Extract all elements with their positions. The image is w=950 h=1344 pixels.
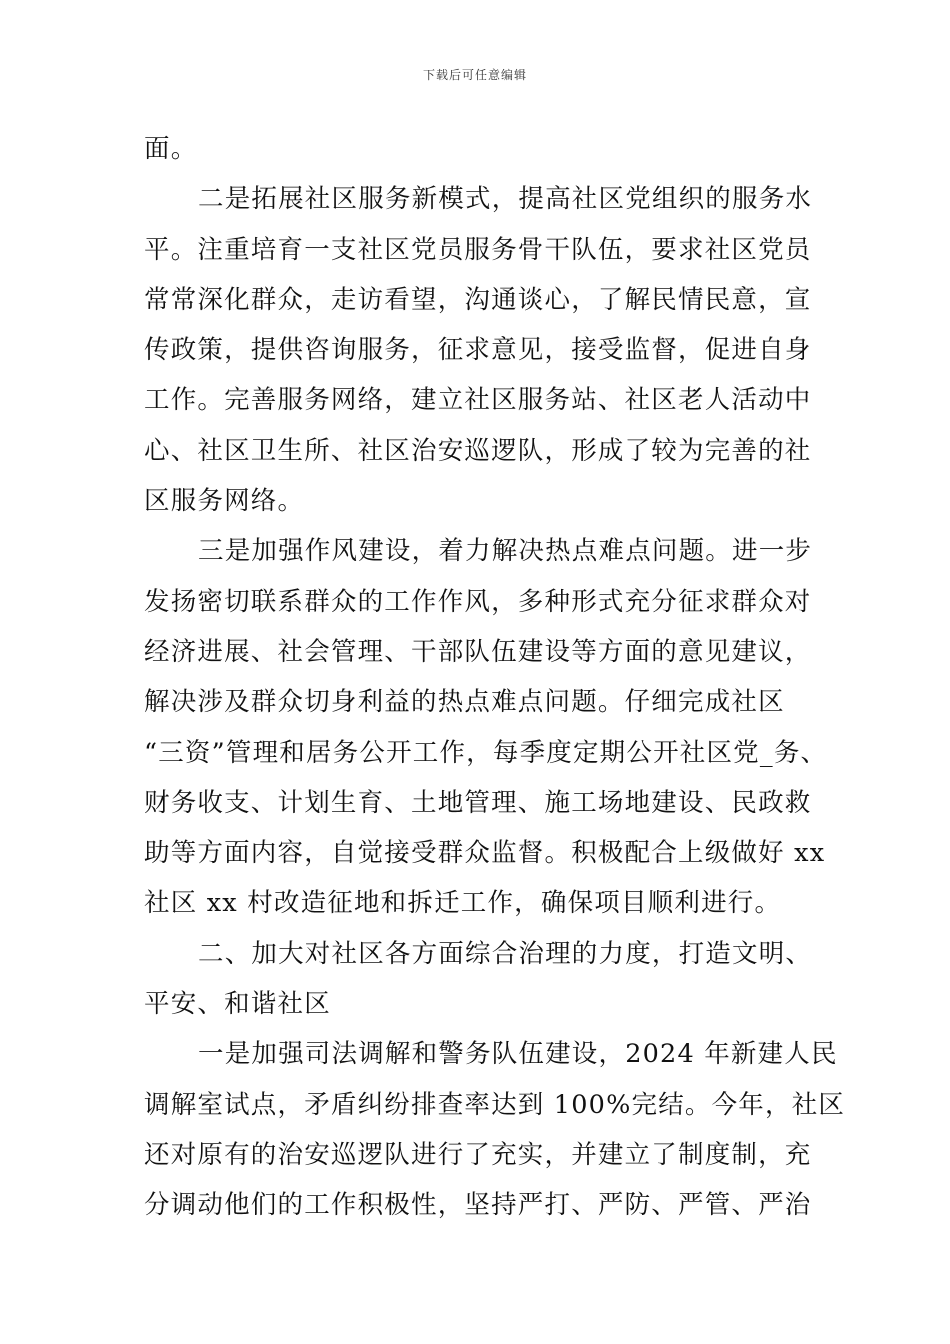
document-body — [144, 124, 846, 1231]
text-line-16: 社区 xx 村改造征地和拆迁工作，确保项目顺利进行。 — [144, 888, 782, 919]
text-line-9: 三是加强作风建设，着力解决热点难点问题。进一步 — [198, 536, 813, 567]
text-line-19: 一是加强司法调解和警务队伍建设，2024 年新建人民 — [198, 1039, 838, 1070]
text-line-5: 传政策，提供咨询服务，征求意见，接受监督，促进自身 — [144, 335, 812, 366]
text-line-1: 面。 — [144, 134, 198, 164]
text-line-11: 经济进展、社会管理、干部队伍建设等方面的意见建议， — [144, 636, 812, 667]
text-line-14: 财务收支、计划生育、土地管理、施工场地建设、民政救 — [144, 787, 812, 818]
text-line-17: 二、加大对社区各方面综合治理的力度，打造文明、 — [198, 938, 813, 969]
text-line-21: 还对原有的治安巡逻队进行了充实，并建立了制度制，充 — [144, 1139, 812, 1170]
text-line-10: 发扬密切联系群众的工作作风，多种形式充分征求群众对 — [144, 586, 812, 617]
text-line-13: “三资”管理和居务公开工作，每季度定期公开社区党_务、 — [144, 737, 828, 768]
text-line-7: 心、社区卫生所、社区治安巡逻队，形成了较为完善的社 — [144, 435, 812, 466]
text-line-6: 工作。完善服务网络，建立社区服务站、社区老人活动中 — [144, 385, 812, 416]
text-line-15: 助等方面内容，自觉接受群众监督。积极配合上级做好 xx — [144, 838, 826, 869]
text-line-3: 平。注重培育一支社区党员服务骨干队伍，要求社区党员 — [144, 234, 812, 265]
text-line-18: 平安、和谐社区 — [144, 989, 331, 1020]
text-line-4: 常常深化群众，走访看望，沟通谈心，了解民情民意，宣 — [144, 284, 812, 315]
text-line-8: 区服务网络。 — [144, 486, 305, 517]
text-line-22: 分调动他们的工作积极性，坚持严打、严防、严管、严治 — [144, 1190, 812, 1221]
text-line-12: 解决涉及群众切身利益的热点难点问题。仔细完成社区 — [144, 687, 785, 718]
text-line-2: 二是拓展社区服务新模式，提高社区党组织的服务水 — [198, 184, 813, 215]
page-header-note: 下载后可任意编辑 — [422, 68, 527, 82]
text-line-20: 调解室试点，矛盾纠纷排查率达到 100%完结。今年，社区 — [144, 1089, 846, 1120]
